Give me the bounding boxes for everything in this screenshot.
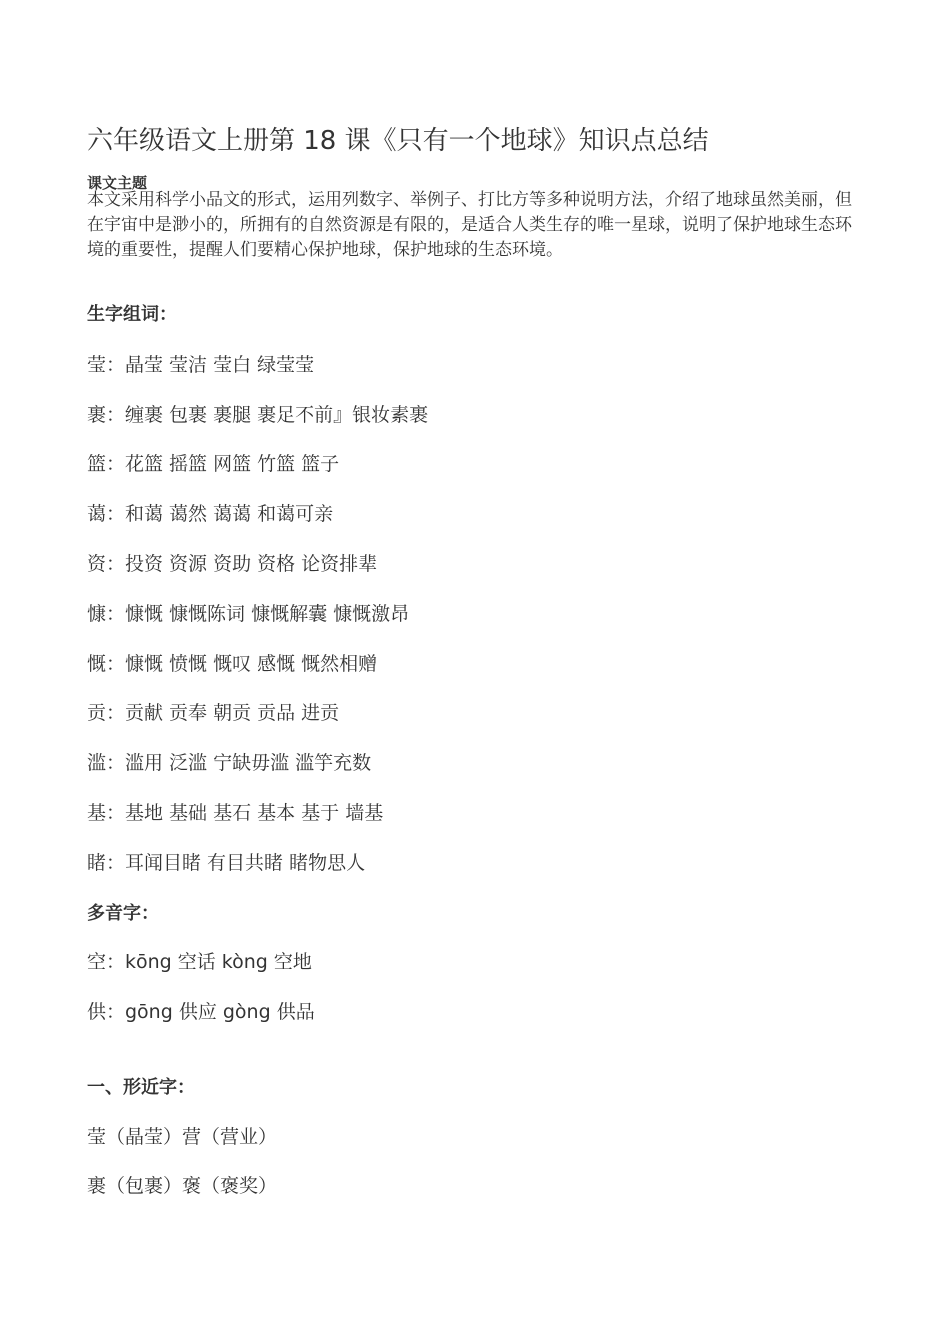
vocab-item: 裹：缠裹 包裹 裹腿 裹足不前』银妆素裹 [87, 404, 429, 426]
vocab-item: 贡：贡献 贡奉 朝贡 贡品 进贡 [87, 702, 340, 724]
similar-char-item: 莹（晶莹）营（营业） [87, 1126, 278, 1148]
vocab-item: 滥：滥用 泛滥 宁缺毋滥 滥竽充数 [87, 752, 372, 774]
polyphone-heading: 多音字： [87, 903, 159, 924]
vocab-heading: 生字组词： [87, 304, 177, 325]
vocab-item: 莹：晶莹 莹洁 莹白 绿莹莹 [87, 354, 315, 376]
vocab-item: 慨：慷慨 愤慨 慨叹 感慨 慨然相赠 [87, 653, 378, 675]
vocab-item: 睹：耳闻目睹 有目共睹 睹物思人 [87, 852, 366, 874]
polyphone-item: 供：gōng 供应 gòng 供品 [87, 1001, 315, 1023]
vocab-item: 慷：慷慨 慷慨陈词 慷慨解囊 慷慨激昂 [87, 603, 410, 625]
theme-paragraph: 本文采用科学小品文的形式，运用列数字、举例子、打比方等多种说明方法，介绍了地球虽然美丽，但在宇宙中是渺小的，所拥有的自然资源是有限的，是适合人类生存的唯一星球，说明了保护地球生态环境的重要性，提醒人们要精心保护地球，保护地球的生态环境。 [87, 190, 852, 260]
vocab-item: 篮：花篮 摇篮 网篮 竹篮 篮子 [87, 453, 340, 475]
document-title: 六年级语文上册第 18 课《只有一个地球》知识点总结 [87, 126, 709, 156]
vocab-item: 蔼：和蔼 蔼然 蔼蔼 和蔼可亲 [87, 503, 334, 525]
similar-char-item: 裹（包裹）褒（褒奖） [87, 1175, 278, 1197]
theme-label: 课文主题 [87, 174, 148, 192]
polyphone-item: 空：kōng 空话 kòng 空地 [87, 951, 312, 973]
vocab-item: 基：基地 基础 基石 基本 基于 墙基 [87, 802, 384, 824]
similar-chars-heading: 一、形近字： [87, 1077, 195, 1098]
vocab-item: 资：投资 资源 资助 资格 论资排辈 [87, 553, 378, 575]
